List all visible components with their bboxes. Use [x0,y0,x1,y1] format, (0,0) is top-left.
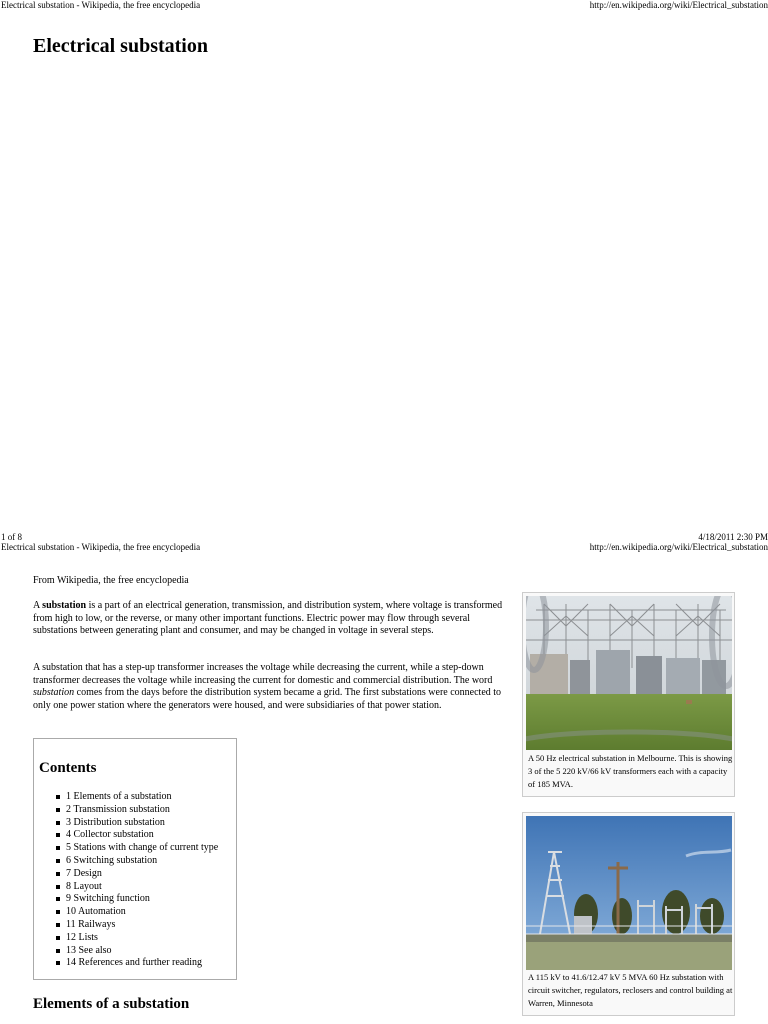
toc-item[interactable]: 13 See also [56,945,218,958]
toc-item[interactable]: 11 Railways [56,919,218,932]
toc-title: Contents [39,760,97,776]
section-heading: Elements of a substation [33,996,190,1012]
toc-item[interactable]: 9 Switching function [56,893,218,906]
substation-photo-warren-art [526,816,732,970]
substation-photo-warren[interactable] [526,816,732,970]
print-footer-datetime: 4/18/2011 2:30 PM [698,532,768,542]
toc-item[interactable]: 5 Stations with change of current type [56,842,218,855]
intro-paragraph [33,600,503,638]
intro-bold-term: substation [42,600,87,611]
toc-item[interactable]: 4 Collector substation [56,829,218,842]
second-text-rest: comes from the days before the distribution system became a grid. The first substations were connected to only one power station where the generators were housed, and were subsidiaries of that power station. [33,687,502,712]
figure-warren [522,812,735,1016]
toc-list [56,791,218,970]
intro-text-rest: is a part of an electrical generation, transmission, and distribution system, where voltage is transformed from high to low, or the reverse, or many other important functions. Electric power may flow through several substations between generating plant and consumer, and may be changed in voltage in several steps. [33,600,503,637]
print-header-url[interactable]: http://en.wikipedia.org/wiki/Electrical_substation [589,0,768,10]
toc-item[interactable]: 12 Lists [56,932,218,945]
print-header-url-2[interactable]: http://en.wikipedia.org/wiki/Electrical_substation [589,542,768,552]
substation-photo-melbourne[interactable] [526,596,732,750]
site-tagline: From Wikipedia, the free encyclopedia [33,575,189,586]
second-text-start: A substation that has a step-up transformer increases the voltage while decreasing the current, while a step-down transformer decreases the voltage while increasing the current for domestic and commercial distribution. The word [33,662,493,686]
toc-item[interactable]: 6 Switching substation [56,855,218,868]
toc-item[interactable]: 14 References and further reading [56,957,218,970]
toc-item[interactable]: 3 Distribution substation [56,817,218,830]
toc-item[interactable]: 7 Design [56,868,218,881]
toc-item[interactable]: 2 Transmission substation [56,804,218,817]
intro-text-start: A [33,600,43,611]
figure-caption-warren: A 115 kV to 41.6/12.47 kV 5 MVA 60 Hz substation with circuit switcher, regulators, reclosers and control building at Warren, Minnesota [528,972,733,1008]
second-paragraph [33,662,503,713]
figure-melbourne [522,592,735,797]
page-title: Electrical substation [33,35,208,57]
table-of-contents [33,738,237,980]
substation-photo-melbourne-art [526,596,732,750]
print-header-title: Electrical substation - Wikipedia, the free encyclopedia [1,0,201,10]
print-footer-page-count: 1 of 8 [1,532,22,542]
toc-item[interactable]: 10 Automation [56,906,218,919]
toc-item[interactable]: 1 Elements of a substation [56,791,218,804]
second-italic-term: substation [33,687,75,699]
figure-caption-melbourne: A 50 Hz electrical substation in Melbourne. This is showing 3 of the 5 220 kV/66 kV transformers each with a capacity of 185 MVA. [528,753,733,789]
toc-item[interactable]: 8 Layout [56,881,218,894]
print-header-title-2: Electrical substation - Wikipedia, the free encyclopedia [1,542,201,552]
